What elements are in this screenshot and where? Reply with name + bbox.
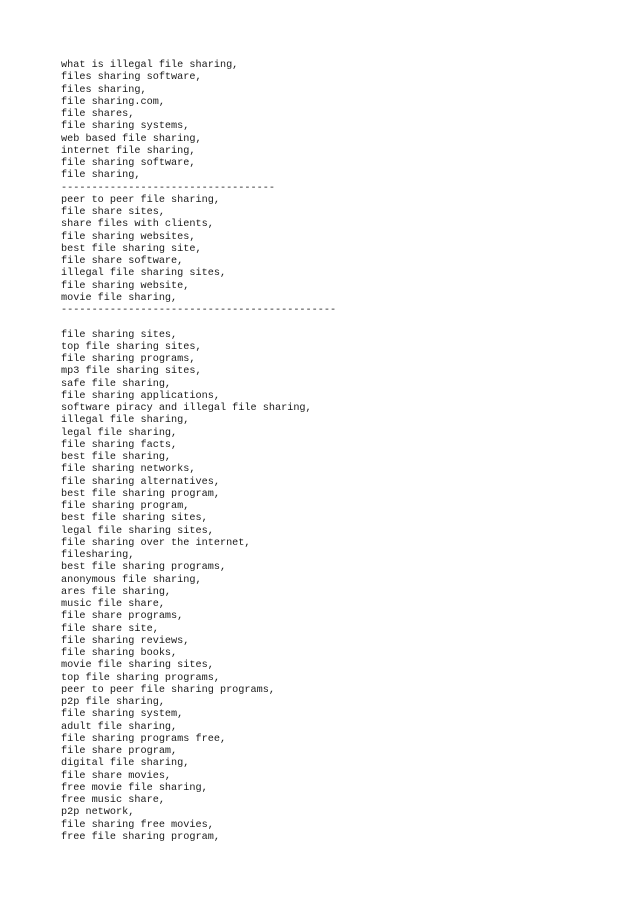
keyword-line: free movie file sharing, [61,782,208,794]
keyword-line: file sharing websites, [61,231,196,243]
keyword-line: file sharing website, [61,280,190,292]
keyword-line: file sharing.com, [61,96,165,108]
keyword-line: software piracy and illegal file sharing, [61,403,312,414]
keyword-line: file sharing alternatives, [61,476,220,488]
keyword-line: file share site, [61,623,159,635]
keyword-line: file sharing sites, [61,329,178,341]
keyword-line: mp3 file sharing sites, [61,366,202,378]
keyword-line: legal file sharing sites, [61,525,214,537]
keyword-line: file sharing programs free, [61,733,227,745]
keyword-line: anonymous file sharing, [61,574,202,586]
keyword-line: file share sites, [61,207,165,218]
keyword-list-3 [61,330,621,845]
keyword-line: file sharing systems, [61,121,190,133]
keyword-line: what is illegal file sharing, [61,60,239,71]
keyword-line: illegal file sharing, [61,415,190,427]
keyword-line: best file sharing programs, [61,562,227,574]
keyword-line: file sharing software, [61,158,196,169]
keyword-line: top file sharing sites, [61,341,202,353]
keyword-line: file sharing program, [61,501,190,512]
keyword-line: file share software, [61,256,184,267]
keyword-line: file sharing reviews, [61,635,190,647]
keyword-line: files sharing, [61,84,147,96]
divider-line-2: --------------------------------------------- [61,305,337,316]
divider-line-1: ----------------------------------- [61,182,275,194]
keyword-line: free file sharing program, [61,831,220,843]
keyword-line: file sharing networks, [61,464,196,476]
keyword-list-1 [61,60,621,183]
keyword-line: best file sharing site, [61,243,202,255]
keyword-line: web based file sharing, [61,133,202,145]
keyword-line: filesharing, [61,550,135,561]
keyword-line: best file sharing sites, [61,513,208,525]
keyword-line: peer to peer file sharing programs, [61,684,275,696]
keyword-line: movie file sharing, [61,292,178,304]
keyword-line: file sharing over the internet, [61,537,251,549]
keyword-line: file share movies, [61,770,172,782]
keyword-line: internet file sharing, [61,145,196,157]
keyword-line: file sharing programs, [61,354,196,365]
keyword-line: ares file sharing, [61,586,172,598]
keyword-line: best file sharing, [61,452,172,463]
keyword-line: file share program, [61,746,178,757]
keyword-line: file sharing books, [61,648,178,659]
keyword-line: peer to peer file sharing, [61,194,220,206]
keyword-line: files sharing software, [61,72,202,84]
keyword-line: adult file sharing, [61,721,178,733]
keyword-line: movie file sharing sites, [61,660,214,672]
blank-line [61,317,621,329]
document-page [61,60,621,844]
keyword-list-2 [61,195,621,305]
keyword-line: legal file sharing, [61,427,178,439]
keyword-line: file sharing system, [61,709,184,721]
keyword-line: file shares, [61,109,135,120]
keyword-line: file sharing free movies, [61,819,214,831]
keyword-line: digital file sharing, [61,758,190,770]
keyword-line: file sharing facts, [61,439,178,451]
keyword-line: share files with clients, [61,219,214,231]
keyword-line: file sharing, [61,170,141,182]
keyword-line: p2p file sharing, [61,697,165,708]
keyword-line: free music share, [61,795,165,806]
keyword-line: file share programs, [61,611,184,623]
keyword-line: illegal file sharing sites, [61,268,227,280]
keyword-line: p2p network, [61,807,135,819]
keyword-line: top file sharing programs, [61,672,220,684]
keyword-line: music file share, [61,599,165,610]
keyword-line: best file sharing program, [61,488,220,500]
keyword-line: safe file sharing, [61,378,172,390]
keyword-line: file sharing applications, [61,390,220,402]
